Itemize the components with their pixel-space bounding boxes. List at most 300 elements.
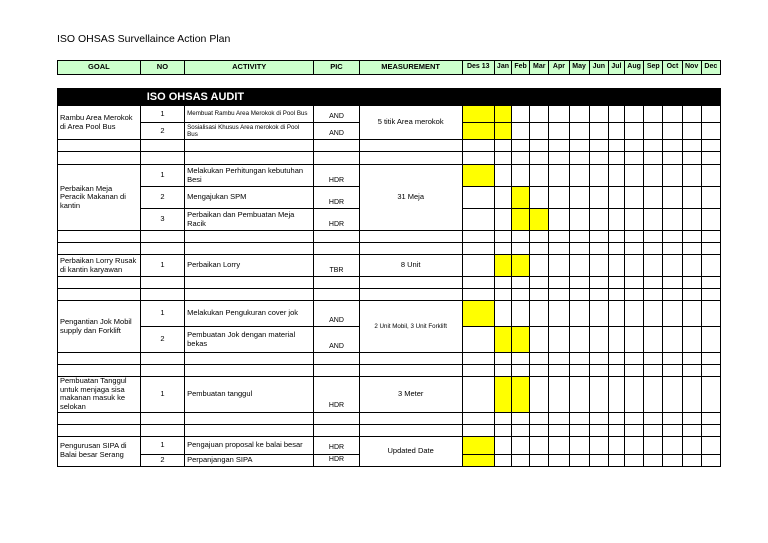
pic-cell: AND [314,327,359,353]
empty-cell [589,289,608,301]
schedule-cell [512,301,530,327]
schedule-mark [462,106,494,123]
empty-cell [608,289,624,301]
schedule-mark [494,327,511,353]
empty-cell [314,140,359,152]
empty-cell [58,289,141,301]
empty-cell [682,277,701,289]
empty-cell [462,277,494,289]
table-row [58,377,721,413]
activity-header: ACTIVITY [185,61,314,75]
schedule-cell [530,187,549,209]
empty-cell [58,412,141,424]
schedule-cell [530,106,549,123]
action-plan-table [57,88,721,467]
empty-cell [625,424,644,436]
schedule-mark [512,377,530,413]
schedule-cell [530,454,549,466]
schedule-cell [682,377,701,413]
empty-cell [512,277,530,289]
empty-cell [359,412,462,424]
empty-cell [663,353,682,365]
empty-cell [530,365,549,377]
empty-cell [530,152,549,165]
empty-cell [625,277,644,289]
empty-cell [644,353,663,365]
spacer-row [58,412,721,424]
empty-cell [682,140,701,152]
empty-cell [608,424,624,436]
no-cell: 1 [140,301,184,327]
schedule-cell [530,327,549,353]
schedule-cell [682,454,701,466]
activity-cell: Melakukan Pengukuran cover jok [185,301,314,327]
schedule-cell [682,123,701,140]
goal-cell: Pengantian Jok Mobil supply dan Forklift [58,301,141,353]
empty-cell [701,365,720,377]
table-row [58,165,721,187]
schedule-mark [512,187,530,209]
schedule-cell [644,165,663,187]
schedule-mark [494,123,511,140]
schedule-cell [701,454,720,466]
schedule-cell [701,123,720,140]
empty-cell [608,231,624,243]
empty-cell [625,365,644,377]
empty-cell [494,243,511,255]
schedule-cell [549,187,569,209]
empty-cell [701,412,720,424]
empty-cell [644,424,663,436]
empty-cell [185,152,314,165]
spacer-row [58,152,721,165]
activity-cell: Perpanjangan SIPA [185,454,314,466]
schedule-cell [644,255,663,277]
empty-cell [494,277,511,289]
schedule-mark [462,301,494,327]
schedule-cell [682,209,701,231]
schedule-cell [569,377,589,413]
schedule-cell [663,123,682,140]
empty-cell [549,89,569,106]
empty-cell [644,231,663,243]
schedule-cell [625,436,644,454]
month-header: Feb [512,61,530,75]
empty-cell [569,243,589,255]
empty-cell [644,152,663,165]
schedule-cell [625,123,644,140]
schedule-cell [701,165,720,187]
empty-cell [682,152,701,165]
empty-cell [512,152,530,165]
empty-cell [663,424,682,436]
schedule-cell [625,106,644,123]
empty-cell [140,365,184,377]
spacer-row [58,353,721,365]
empty-cell [512,365,530,377]
schedule-cell [530,165,549,187]
empty-cell [589,277,608,289]
activity-cell: Membuat Rambu Area Merokok di Pool Bus [185,106,314,123]
schedule-cell [625,165,644,187]
empty-cell [185,243,314,255]
activity-cell: Melakukan Perhitungan kebutuhan Besi [185,165,314,187]
empty-cell [185,353,314,365]
header-row [57,60,721,75]
schedule-cell [608,436,624,454]
no-header: NO [140,61,184,75]
schedule-mark [494,377,511,413]
schedule-cell [494,436,511,454]
empty-cell [549,289,569,301]
empty-cell [314,353,359,365]
schedule-cell [589,255,608,277]
schedule-cell [589,454,608,466]
empty-cell [462,243,494,255]
measurement-header: MEASUREMENT [359,61,462,75]
pic-cell: HDR [314,436,359,454]
empty-cell [608,365,624,377]
pic-cell: HDR [314,209,359,231]
empty-cell [494,424,511,436]
schedule-cell [494,165,511,187]
empty-cell [589,140,608,152]
goal-cell: Pengurusan SIPA di Balai besar Serang [58,436,141,466]
empty-cell [608,353,624,365]
schedule-cell [682,106,701,123]
empty-cell [140,140,184,152]
schedule-cell [663,106,682,123]
schedule-cell [625,255,644,277]
schedule-cell [644,209,663,231]
empty-cell [549,231,569,243]
month-header: Aug [625,61,644,75]
empty-cell [462,140,494,152]
schedule-cell [682,165,701,187]
activity-cell: Mengajukan SPM [185,187,314,209]
schedule-cell [569,106,589,123]
spacer-row [58,289,721,301]
empty-cell [58,89,141,106]
empty-cell [589,152,608,165]
schedule-cell [663,454,682,466]
empty-cell [569,140,589,152]
month-header: Apr [549,61,569,75]
empty-cell [58,140,141,152]
empty-cell [644,140,663,152]
schedule-cell [589,165,608,187]
activity-cell: Pembuatan tanggul [185,377,314,413]
measurement-cell: 8 Unit [359,255,462,277]
schedule-cell [663,209,682,231]
schedule-cell [663,301,682,327]
no-cell: 2 [140,327,184,353]
document-title: ISO OHSAS Survellaince Action Plan [57,33,231,45]
schedule-cell [512,123,530,140]
schedule-mark [462,123,494,140]
schedule-cell [589,327,608,353]
schedule-cell [549,165,569,187]
empty-cell [644,243,663,255]
empty-cell [625,231,644,243]
measurement-cell: Updated Date [359,436,462,466]
schedule-cell [608,106,624,123]
schedule-cell [663,187,682,209]
schedule-cell [682,187,701,209]
pic-cell: TBR [314,255,359,277]
schedule-cell [549,106,569,123]
empty-cell [701,243,720,255]
empty-cell [494,140,511,152]
schedule-cell [530,255,549,277]
no-cell: 1 [140,436,184,454]
schedule-cell [494,187,511,209]
empty-cell [185,365,314,377]
no-cell: 3 [140,209,184,231]
table-row [58,106,721,123]
empty-cell [682,424,701,436]
schedule-cell [625,454,644,466]
empty-cell [682,231,701,243]
empty-cell [701,89,720,106]
schedule-mark [494,106,511,123]
month-header: Mar [530,61,549,75]
empty-cell [512,89,530,106]
empty-cell [462,424,494,436]
empty-cell [663,231,682,243]
empty-cell [462,365,494,377]
empty-cell [512,353,530,365]
empty-cell [625,289,644,301]
empty-cell [462,289,494,301]
empty-cell [58,277,141,289]
empty-cell [625,353,644,365]
table-row [58,436,721,454]
schedule-cell [608,454,624,466]
pic-cell: AND [314,123,359,140]
empty-cell [462,353,494,365]
schedule-cell [569,436,589,454]
empty-cell [701,353,720,365]
empty-cell [569,89,589,106]
schedule-cell [701,106,720,123]
empty-cell [359,277,462,289]
schedule-cell [530,301,549,327]
empty-cell [569,152,589,165]
goal-cell: Pembuatan Tanggul untuk menjaga sisa makanan masuk ke selokan [58,377,141,413]
empty-cell [589,353,608,365]
empty-cell [625,243,644,255]
empty-cell [359,152,462,165]
empty-cell [608,140,624,152]
empty-cell [549,424,569,436]
empty-cell [701,152,720,165]
empty-cell [494,289,511,301]
empty-cell [185,424,314,436]
empty-cell [530,243,549,255]
empty-cell [314,412,359,424]
empty-cell [58,365,141,377]
empty-cell [625,412,644,424]
schedule-cell [569,255,589,277]
empty-cell [701,289,720,301]
empty-cell [608,89,624,106]
schedule-cell [589,106,608,123]
schedule-cell [663,327,682,353]
schedule-cell [494,209,511,231]
schedule-cell [644,187,663,209]
empty-cell [494,412,511,424]
empty-cell [314,277,359,289]
empty-cell [359,243,462,255]
empty-cell [58,243,141,255]
empty-cell [608,412,624,424]
empty-cell [140,277,184,289]
schedule-cell [608,165,624,187]
empty-cell [682,353,701,365]
empty-cell [140,243,184,255]
goal-header: GOAL [58,61,141,75]
empty-cell [701,277,720,289]
goal-cell: Perbaikan Lorry Rusak di kantin karyawan [58,255,141,277]
schedule-cell [530,436,549,454]
empty-cell [140,424,184,436]
empty-cell [701,140,720,152]
spacer-row [58,424,721,436]
empty-cell [569,424,589,436]
schedule-mark [494,255,511,277]
schedule-mark [462,165,494,187]
schedule-mark [512,209,530,231]
schedule-cell [608,301,624,327]
empty-cell [644,412,663,424]
empty-cell [569,412,589,424]
table-row [58,301,721,327]
empty-cell [512,412,530,424]
empty-cell [58,424,141,436]
empty-cell [608,243,624,255]
table-row [58,255,721,277]
empty-cell [663,89,682,106]
empty-cell [314,289,359,301]
empty-cell [569,353,589,365]
empty-cell [569,277,589,289]
schedule-cell [569,165,589,187]
empty-cell [549,140,569,152]
no-cell: 1 [140,377,184,413]
schedule-cell [589,436,608,454]
schedule-cell [701,377,720,413]
schedule-cell [494,454,511,466]
schedule-mark [530,209,549,231]
empty-cell [512,231,530,243]
goal-cell: Perbaikan Meja Peracik Makanan di kantin [58,165,141,231]
empty-cell [140,412,184,424]
empty-cell [185,231,314,243]
schedule-cell [569,209,589,231]
empty-cell [682,412,701,424]
schedule-cell [608,187,624,209]
schedule-cell [682,255,701,277]
empty-cell [549,353,569,365]
empty-cell [530,140,549,152]
pic-header: PIC [314,61,359,75]
month-header: Des 13 [462,61,494,75]
empty-cell [644,89,663,106]
schedule-cell [512,165,530,187]
empty-cell [682,289,701,301]
empty-cell [663,412,682,424]
schedule-cell [589,301,608,327]
spacer-row [58,365,721,377]
empty-cell [589,243,608,255]
month-header: Sep [644,61,663,75]
pic-cell: HDR [314,165,359,187]
schedule-cell [701,187,720,209]
schedule-cell [589,187,608,209]
pic-cell: AND [314,106,359,123]
empty-cell [589,89,608,106]
empty-cell [663,140,682,152]
schedule-cell [625,187,644,209]
schedule-cell [701,209,720,231]
empty-cell [185,277,314,289]
empty-cell [530,353,549,365]
empty-cell [512,289,530,301]
schedule-cell [512,436,530,454]
empty-cell [549,243,569,255]
schedule-cell [462,377,494,413]
empty-cell [530,231,549,243]
empty-cell [512,243,530,255]
empty-cell [569,231,589,243]
schedule-cell [530,377,549,413]
schedule-cell [701,327,720,353]
schedule-cell [589,377,608,413]
empty-cell [185,140,314,152]
spacer-row [58,277,721,289]
empty-cell [314,424,359,436]
empty-cell [569,365,589,377]
schedule-cell [530,123,549,140]
activity-cell: Pengajuan proposal ke balai besar [185,436,314,454]
empty-cell [494,365,511,377]
empty-cell [663,277,682,289]
empty-cell [530,424,549,436]
empty-cell [462,231,494,243]
empty-cell [663,243,682,255]
pic-cell: HDR [314,454,359,466]
empty-cell [58,353,141,365]
no-cell: 2 [140,123,184,140]
empty-cell [462,412,494,424]
empty-cell [608,152,624,165]
measurement-cell: 3 Meter [359,377,462,413]
empty-cell [512,424,530,436]
empty-cell [359,365,462,377]
empty-cell [494,152,511,165]
empty-cell [549,412,569,424]
schedule-cell [625,377,644,413]
empty-cell [530,412,549,424]
empty-cell [682,89,701,106]
empty-cell [549,365,569,377]
schedule-cell [625,301,644,327]
activity-cell: Pembuatan Jok dengan material bekas [185,327,314,353]
schedule-cell [625,209,644,231]
empty-cell [359,140,462,152]
month-header: May [569,61,589,75]
